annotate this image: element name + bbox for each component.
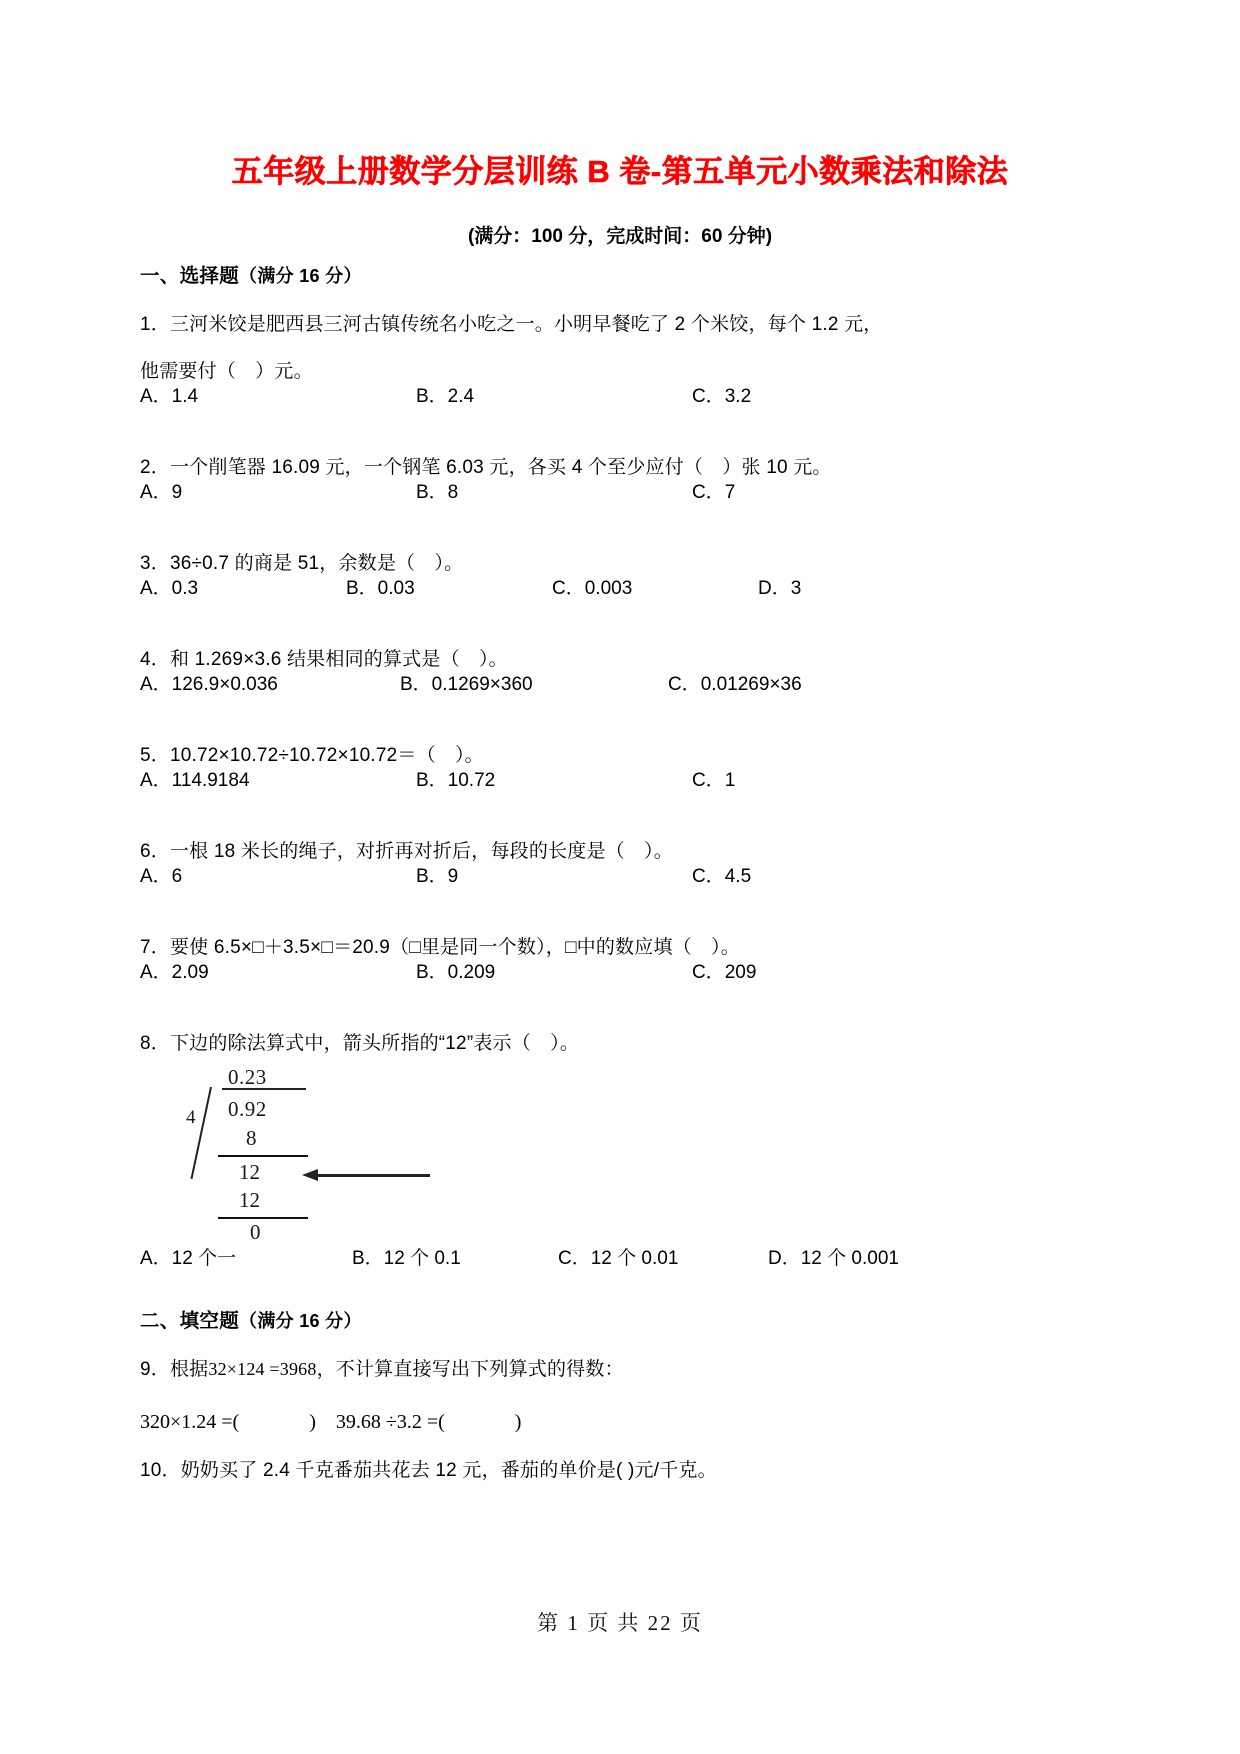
question-7-options (140, 957, 1100, 1007)
section-2-points: （满分 16 分） (239, 1311, 362, 1331)
option-c[interactable]: C．209 (692, 962, 757, 983)
question-5-options (140, 765, 1100, 815)
option-a[interactable]: A．12 个一 (140, 1248, 237, 1269)
question-2-text: 2．一个削笔器 16.09 元，一个钢笔 6.03 元，各买 4 个至少应付（ ）张 10 元。 (140, 457, 832, 478)
option-c[interactable]: C．7 (692, 482, 736, 503)
division-remainder-1: 12 (239, 1160, 260, 1184)
option-b[interactable]: B．0.03 (346, 578, 415, 599)
section-1-label: 一、选择题 (140, 265, 240, 287)
question-9-suffix: ，不计算直接写出下列算式的得数： (316, 1359, 624, 1380)
question-4-text: 4．和 1.269×3.6 结果相同的算式是（ ）。 (140, 649, 508, 670)
question-3-text: 3．36÷0.7 的商是 51，余数是（ ）。 (140, 553, 464, 574)
section-2-label: 二、填空题 (140, 1310, 240, 1332)
page-title: 五年级上册数学分层训练 B 卷-第五单元小数乘法和除法 (231, 154, 1009, 189)
division-rule-2 (218, 1217, 308, 1219)
question-1-text-line2: 他需要付（ ）元。 (140, 361, 313, 382)
left-arrow-icon (302, 1169, 430, 1181)
question-5-text: 5．10.72×10.72÷10.72×10.72＝（ ）。 (140, 745, 484, 766)
question-6-text: 6．一根 18 米长的绳子，对折再对折后，每段的长度是（ ）。 (140, 841, 673, 862)
division-final-remainder: 0 (250, 1220, 261, 1244)
option-b[interactable]: B．2.4 (416, 386, 475, 407)
option-c[interactable]: C．1 (692, 770, 736, 791)
question-4-options (140, 669, 1100, 719)
long-division-figure (184, 1067, 1100, 1243)
division-rule-1 (218, 1155, 308, 1157)
option-a[interactable]: A．114.9184 (140, 770, 250, 791)
option-c[interactable]: C．4.5 (692, 866, 752, 887)
division-bracket-slash-icon (190, 1087, 212, 1179)
option-c[interactable]: C．0.003 (552, 578, 633, 599)
question-7-text: 7．要使 6.5×□＋3.5×□＝20.9（□里是同一个数），□中的数应填（ ）。 (140, 937, 740, 958)
section-1-points: （满分 16 分） (239, 266, 362, 286)
division-subtract-1: 8 (246, 1126, 257, 1150)
question-9-prefix: 9．根据 (140, 1359, 209, 1380)
question-1-text-line1: 1．三河米饺是肥西县三河古镇传统名小吃之一。小明早餐吃了 2 个米饺，每个 1.2 元， (140, 314, 883, 335)
question-2-options (140, 477, 1100, 527)
long-division-diagram (184, 1067, 444, 1243)
option-c[interactable]: C．12 个 0.01 (558, 1248, 679, 1269)
question-10-text: 10．奶奶买了 2.4 千克番茄共花去 12 元，番茄的单价是( )元/千克。 (140, 1460, 717, 1481)
division-subtract-2: 12 (239, 1188, 260, 1212)
division-dividend: 0.92 (228, 1097, 267, 1121)
question-9-given-equation: 32×124 =3968 (208, 1359, 317, 1379)
option-a[interactable]: A．2.09 (140, 962, 209, 983)
option-c[interactable]: C．3.2 (692, 386, 752, 407)
section-heading-choice (140, 248, 1100, 288)
option-d[interactable]: D．3 (758, 578, 802, 599)
option-c[interactable]: C．0.01269×36 (668, 674, 802, 695)
question-8-options (140, 1243, 1100, 1293)
section-heading-fill-in (140, 1293, 1100, 1333)
option-a[interactable]: A．126.9×0.036 (140, 674, 278, 695)
option-b[interactable]: B．10.72 (416, 770, 496, 791)
option-d[interactable]: D．12 个 0.001 (768, 1248, 899, 1269)
option-b[interactable]: B．12 个 0.1 (352, 1248, 461, 1269)
option-a[interactable]: A．1.4 (140, 386, 199, 407)
question-8-text: 8．下边的除法算式中，箭头所指的“12”表示（ ）。 (140, 1033, 580, 1054)
question-6-options (140, 861, 1100, 911)
question-9-blank-equations: 320×1.24 =( ) 39.68 ÷3.2 =( ) (140, 1411, 522, 1433)
option-a[interactable]: A．0.3 (140, 578, 199, 599)
option-b[interactable]: B．0.1269×360 (400, 674, 533, 695)
option-a[interactable]: A．6 (140, 866, 183, 887)
arrow-shaft (316, 1174, 430, 1177)
option-b[interactable]: B．0.209 (416, 962, 496, 983)
question-9-text (140, 1333, 1100, 1379)
division-divisor: 4 (186, 1107, 196, 1128)
page-footer: 第 1 页 共 22 页 (537, 1611, 703, 1635)
option-a[interactable]: A．9 (140, 482, 183, 503)
exam-subtitle: (满分：100 分，完成时间：60 分钟) (467, 226, 773, 247)
question-1-options (140, 381, 1100, 431)
option-b[interactable]: B．9 (416, 866, 459, 887)
option-b[interactable]: B．8 (416, 482, 459, 503)
division-quotient: 0.23 (228, 1065, 267, 1089)
question-3-options (140, 573, 1100, 623)
